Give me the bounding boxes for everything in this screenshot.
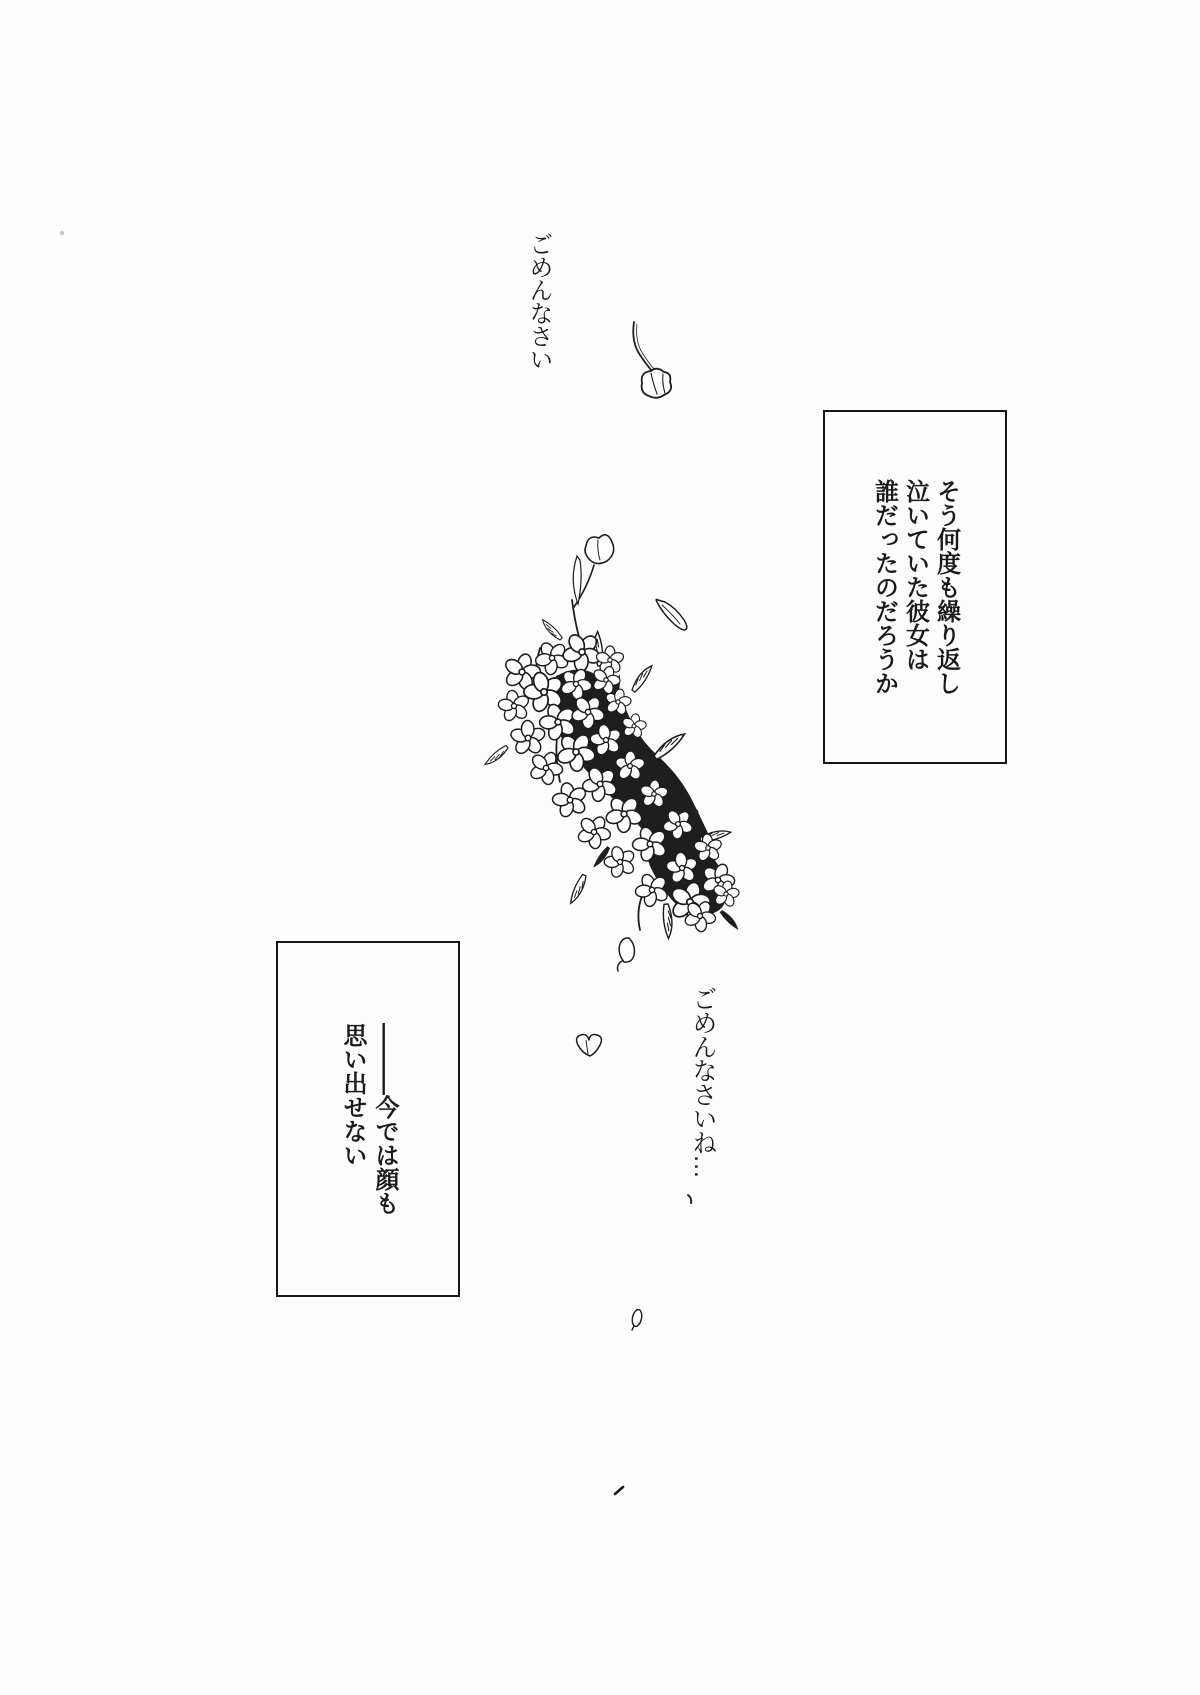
dust-speck-mark — [60, 231, 64, 235]
caption-box-left-text — [336, 1023, 400, 1215]
falling-petal-with-curl-illustration — [618, 938, 635, 971]
monologue-top-text: ごめんなさい — [525, 232, 552, 370]
brush-tick-mark — [615, 1487, 623, 1494]
monologue-middle-text: ごめんなさいね… — [689, 986, 717, 1178]
caption-line: 泣いていた彼女は — [901, 479, 929, 671]
flower-garland-illustration — [484, 600, 743, 939]
heart-shaped-petal-illustration — [577, 1035, 602, 1056]
caption-line: ―――今では顔も — [371, 1023, 398, 1215]
caption-box-left — [276, 941, 460, 1297]
pollen-dot-mark — [694, 810, 699, 815]
tulip-flower-sprig-illustration — [573, 535, 613, 607]
petal-tick-mark — [688, 1195, 691, 1203]
caption-line: そう何度も繰り返し — [932, 479, 960, 695]
falling-petal-illustration — [656, 599, 687, 630]
caption-line: 誰だったのだろうか — [870, 479, 898, 695]
caption-box-right — [823, 410, 1007, 764]
drooping-flower-sprig-illustration — [633, 322, 671, 398]
caption-box-right-text — [869, 479, 962, 695]
caption-line: 思い出せない — [339, 1023, 366, 1167]
small-petal-outline-illustration — [631, 1309, 643, 1330]
